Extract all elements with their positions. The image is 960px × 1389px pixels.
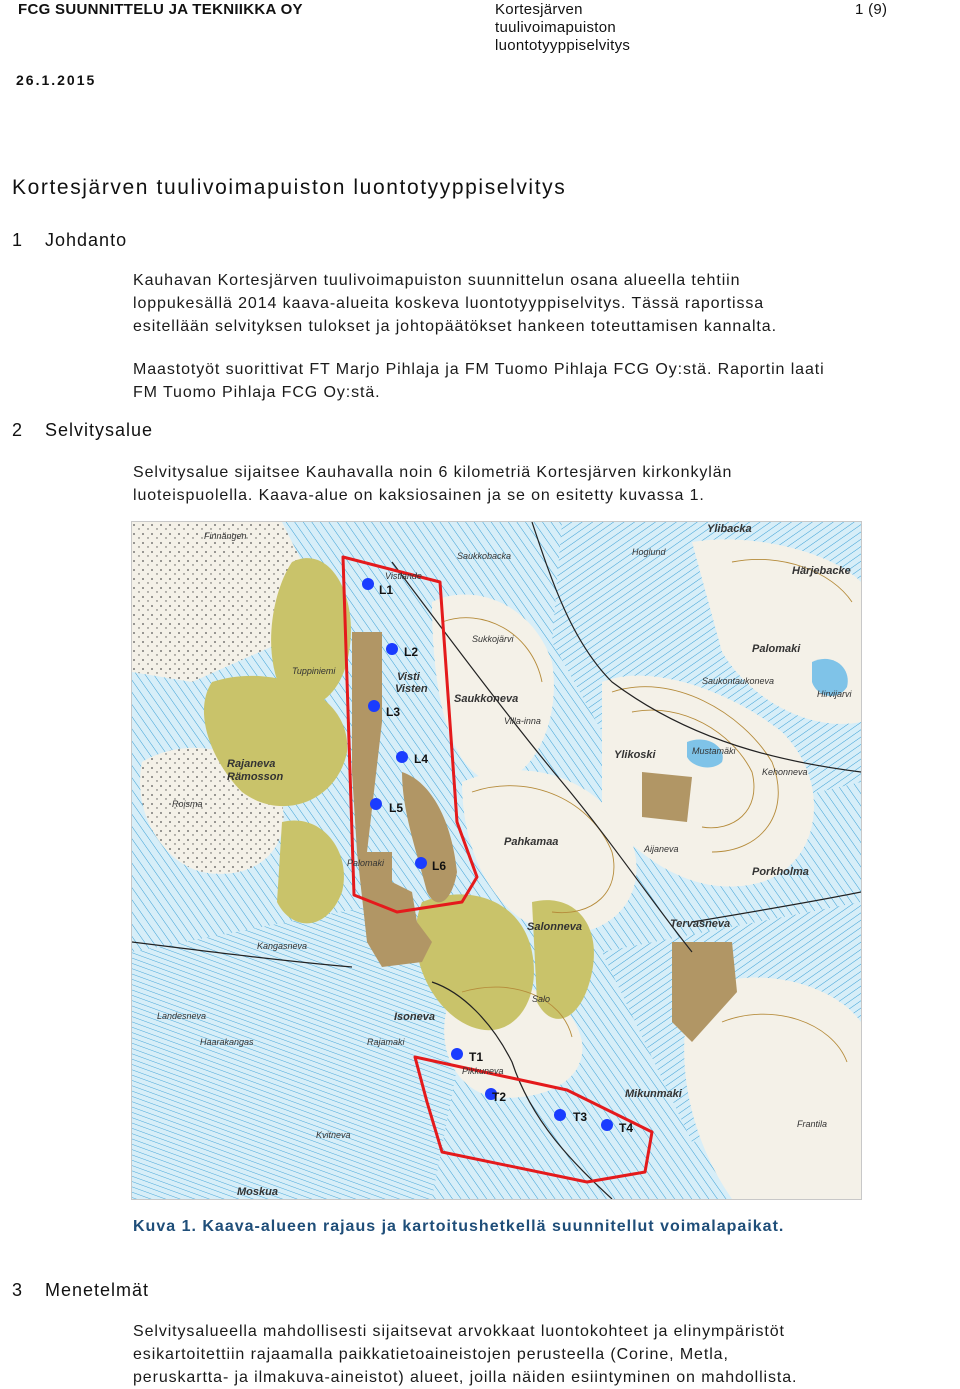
place-label: Pahkamaa xyxy=(504,836,559,848)
place-label: Porkholma xyxy=(752,866,809,878)
place-label: Isoneva xyxy=(394,1011,435,1023)
page-number: 1 (9) xyxy=(855,1,888,18)
topographic-map xyxy=(132,522,861,1199)
paragraph-methods xyxy=(133,1320,797,1389)
place-label: Tuppiniemi xyxy=(292,666,336,676)
map-figure xyxy=(131,521,862,1200)
paragraph-fieldwork xyxy=(133,358,825,404)
turbine-marker-l6 xyxy=(415,857,427,869)
section-title: Menetelmät xyxy=(45,1280,150,1300)
place-label: Mustamäki xyxy=(692,746,736,756)
figure-caption xyxy=(133,1218,784,1236)
main-title: Kortesjärven tuulivoimapuiston luontotyyppiselvitys xyxy=(12,176,567,199)
text-line: FM Tuomo Pihlaja FCG Oy:stä. xyxy=(133,384,381,401)
turbine-label: L5 xyxy=(389,801,404,815)
place-label: Finnängen xyxy=(204,531,247,541)
place-label: Saukontaukoneva xyxy=(702,676,775,686)
place-label: Kangasneva xyxy=(257,941,308,951)
text-line: Maastotyöt suorittivat FT Marjo Pihlaja ja FM Tuomo Pihlaja FCG Oy:stä. Raportin laati xyxy=(133,361,825,378)
section-title: Johdanto xyxy=(45,230,128,250)
section-number: 3 xyxy=(12,1280,24,1300)
turbine-marker-l4 xyxy=(396,751,408,763)
turbine-marker-l3 xyxy=(368,700,380,712)
place-label: Saukkoneva xyxy=(454,693,519,705)
turbine-marker-t1 xyxy=(451,1048,463,1060)
place-label: Mikunmaki xyxy=(625,1088,682,1100)
place-label: Haarakangas xyxy=(200,1037,254,1047)
place-label: Palomaki xyxy=(347,858,385,868)
place-label: Palomaki xyxy=(752,643,801,655)
place-label: Rajamaki xyxy=(367,1037,405,1047)
paragraph-intro xyxy=(133,269,777,338)
text-line: esitellään selvityksen tulokset ja johtopäätökset hankeen toteuttamisen kannalta. xyxy=(133,318,777,335)
turbine-label: T1 xyxy=(469,1050,484,1064)
caption-number: Kuva 1. xyxy=(133,1218,197,1235)
turbine-label: L2 xyxy=(404,645,419,659)
place-label: Ylikoski xyxy=(614,749,656,761)
text-line: Selvitysalueella mahdollisesti sijaitsevat arvokkaat luontokohteet ja elinympäristöt xyxy=(133,1323,785,1340)
section-number: 2 xyxy=(12,420,24,440)
section-number: 1 xyxy=(12,230,24,250)
company-name: FCG SUUNNITTELU JA TEKNIIKKA OY xyxy=(18,1,303,18)
place-label: Villa-inna xyxy=(504,716,541,726)
place-label: Hirvijarvi xyxy=(817,689,852,699)
doc-title-block xyxy=(495,1,630,55)
place-label: Roisma xyxy=(172,799,203,809)
turbine-marker-t3 xyxy=(554,1109,566,1121)
place-label: Ylibacka xyxy=(707,523,752,535)
place-label: Rämosson xyxy=(227,771,284,783)
text-line: peruskartta- ja ilmakuva-aineistot) alueet, joilla näiden esiintyminen on mahdollista. xyxy=(133,1369,798,1386)
turbine-marker-l2 xyxy=(386,643,398,655)
section-heading-johdanto xyxy=(12,230,127,251)
turbine-label: T4 xyxy=(619,1121,634,1135)
turbine-label: L4 xyxy=(414,752,429,766)
text-line: esikartoitettiin rajaamalla paikkatietoaineistojen perusteella (Corine, Metla, xyxy=(133,1346,729,1363)
place-label: Frantila xyxy=(797,1119,828,1129)
paragraph-study-area xyxy=(133,461,732,507)
place-label: Kvitneva xyxy=(316,1130,351,1140)
text-line: Kauhavan Kortesjärven tuulivoimapuiston suunnittelun osana alueella tehtiin xyxy=(133,272,741,289)
place-label: Pikkuneva xyxy=(462,1066,504,1076)
place-label: Sukkojärvi xyxy=(472,634,514,644)
turbine-label: T2 xyxy=(492,1090,507,1104)
place-label: Tervasneva xyxy=(670,918,731,930)
place-label: Härjebacke xyxy=(792,565,851,577)
place-label: Landesneva xyxy=(157,1011,207,1021)
place-label: Kehonneva xyxy=(762,767,808,777)
place-label: Vistlande xyxy=(385,571,422,581)
clearing xyxy=(642,772,692,822)
text-line: luoteispuolella. Kaava-alue on kaksiosainen ja se on esitetty kuvassa 1. xyxy=(133,487,705,504)
doc-title-line: Kortesjärven xyxy=(495,1,583,18)
section-heading-menetelmat xyxy=(12,1280,149,1301)
turbine-label: L3 xyxy=(386,705,401,719)
section-heading-selvitysalue xyxy=(12,420,153,441)
turbine-marker-l5 xyxy=(370,798,382,810)
caption-text: Kaava-alueen rajaus ja kartoitushetkellä suunnitellut voimalapaikat. xyxy=(202,1218,785,1235)
place-label: Visti xyxy=(397,671,420,683)
place-label: Visten xyxy=(395,683,428,695)
text-line: loppukesällä 2014 kaava-alueita koskeva luontotyyppiselvitys. Tässä raportissa xyxy=(133,295,765,312)
place-label: Moskua xyxy=(237,1186,278,1198)
turbine-label: L1 xyxy=(379,583,394,597)
place-label: Hoglund xyxy=(632,547,666,557)
document-date: 26.1.2015 xyxy=(16,72,97,88)
section-title: Selvitysalue xyxy=(45,420,154,440)
doc-title-line: luontotyyppiselvitys xyxy=(495,37,631,54)
turbine-marker-t4 xyxy=(601,1119,613,1131)
place-label: Salonneva xyxy=(527,921,583,933)
place-label: Saukkobacka xyxy=(457,551,512,561)
text-line: Selvitysalue sijaitsee Kauhavalla noin 6 kilometriä Kortesjärven kirkonkylän xyxy=(133,464,733,481)
turbine-label: T3 xyxy=(573,1110,588,1124)
turbine-marker-l1 xyxy=(362,578,374,590)
doc-title-line: tuulivoimapuiston xyxy=(495,19,616,36)
place-label: Salo xyxy=(532,994,551,1004)
place-label: Aijaneva xyxy=(644,844,679,854)
place-label: Rajaneva xyxy=(227,758,276,770)
turbine-label: L6 xyxy=(432,859,447,873)
